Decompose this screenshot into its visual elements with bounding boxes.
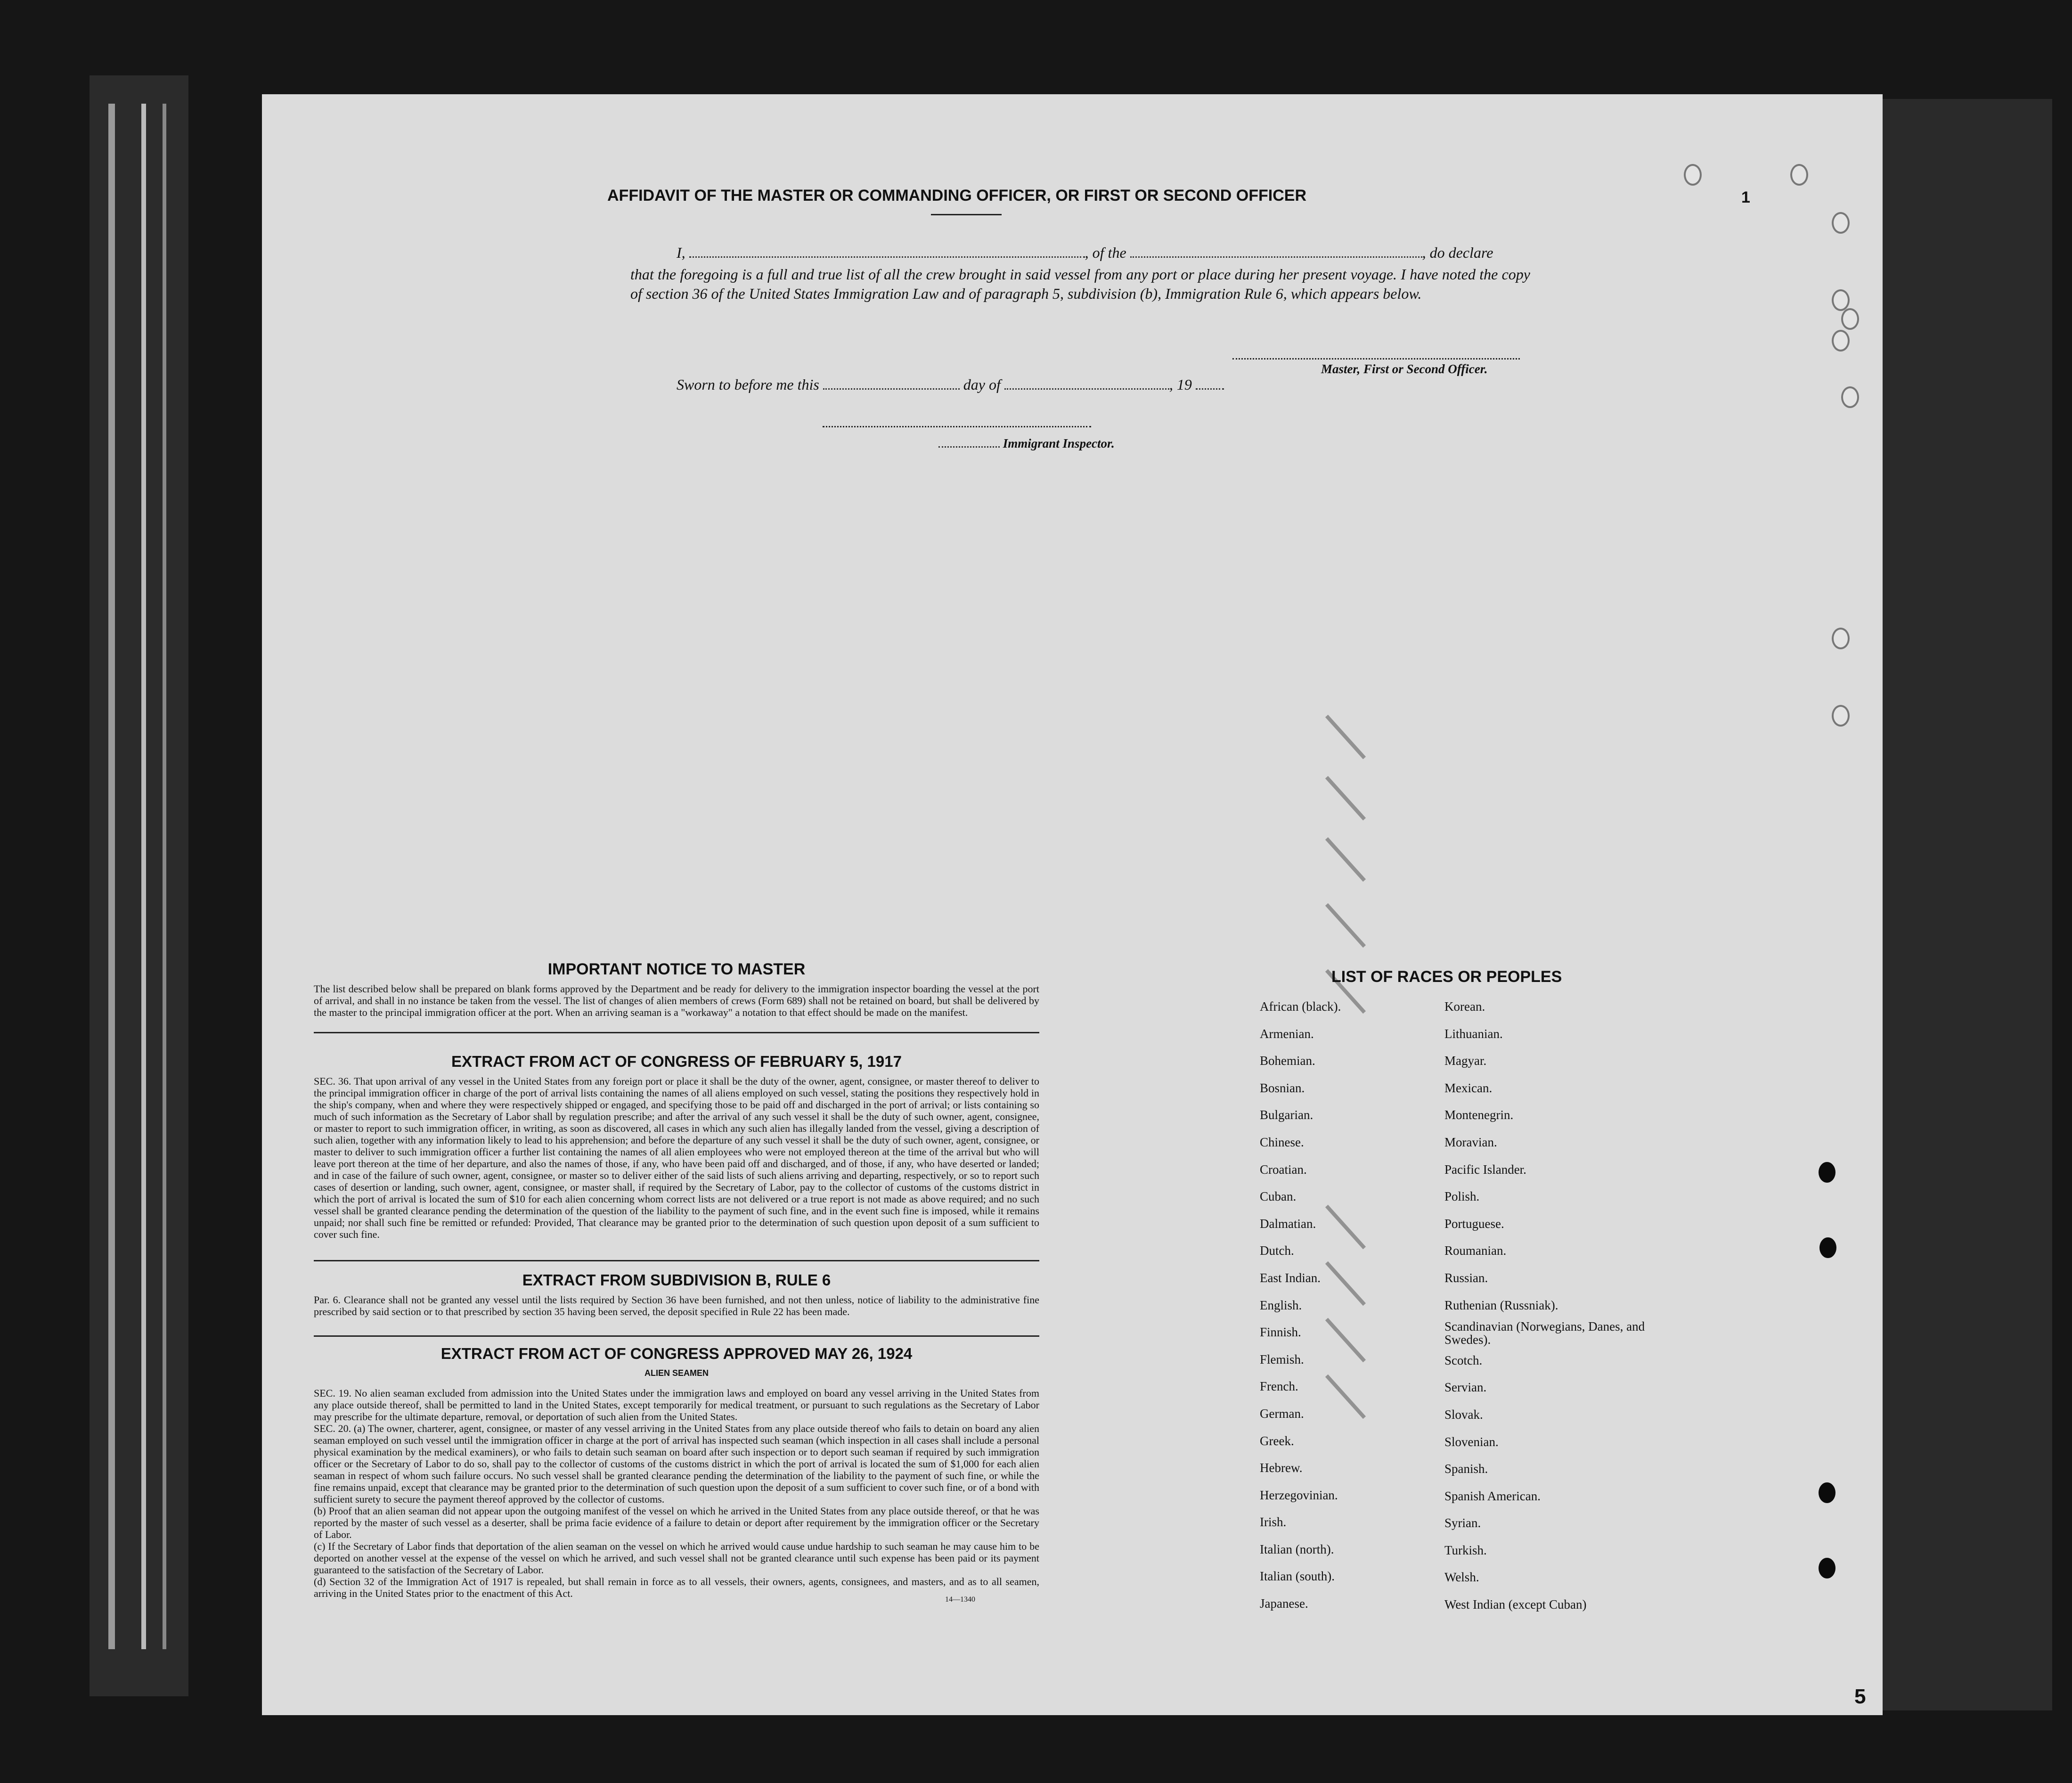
vessel-name-field[interactable] <box>1130 256 1422 258</box>
extract-1917-body: SEC. 36. That upon arrival of any vessel in the United States from any foreign port or place it shall be the duty of the owner, agent, consignee, or master thereof to deliver to the principal immigration officer in charge of the port of arrival lists containing the names of all aliens employed on such vessel, stating the positions they respectively hold in the ship's company, when and where they were respectively shipped or engaged, and specifying those to be paid off and discharged in the port of arrival; or lists containing so much of such information as the Secretary of Labor shall by regulation prescribe; and after the arrival of any such vessel it shall be the duty of such owner, agent, consignee, or master to report to such immigration officer, in writing, as soon as discovered, all cases in which any such alien has illegally landed from the vessel, giving a description of such alien, together with any information likely to lead to his apprehension; and before the departure of any such vessel it shall be the duty of such owner, agent, consignee, or master to deliver to such immigration officer a further list containing the names of all alien employees who were not employed thereon at the time of the arrival but who will leave port thereon at the time of her departure, and also the names of those, if any, who have been paid off and discharged, and of those, if any, who have deserted or landed; and in case of the failure of such owner, agent, consignee, or master so to deliver either of the said lists of such aliens arriving and departing, respectively, or so to report such cases of desertion or landing, such owner, agent, consignee, or master shall, if required by the Secretary of Labor, pay to the collector of customs of the customs district in which the port of arrival is located the sum of $10 for each alien concerning whom correct lists are not delivered or a true report is not made as above required; and no such vessel shall be granted clearance pending the determination of the question of the liability to the payment of such fine, and in the event such fine is imposed, while it remains unpaid; nor shall such fine be remitted or refunded: Provided, That clearance may be granted prior to the determination of such question upon deposit of a sum sufficient to cover such fine. <box>314 1075 1039 1240</box>
race-item: Roumanian. <box>1444 1243 1507 1258</box>
section-divider <box>314 1032 1039 1033</box>
check-mark <box>1325 776 1366 821</box>
binding-rivet <box>1819 1482 1835 1503</box>
race-item: West Indian (except Cuban) <box>1444 1597 1587 1612</box>
race-item: Montenegrin. <box>1444 1108 1514 1122</box>
sec-19-paragraph: SEC. 19. No alien seaman excluded from admission into the United States under the immigration laws and employed on board any vessel arriving in the United States from any place outside thereof, shall be permitted to land in the United States, except temporarily for medical treatment, or pursuant to such regulations as the Secretary of Labor may prescribe for the ultimate departure, removal, or deportation of such alien from the United States. <box>314 1387 1039 1423</box>
race-item: Armenian. <box>1260 1026 1314 1041</box>
race-item: Croatian. <box>1260 1162 1307 1177</box>
race-item: Bosnian. <box>1260 1080 1305 1095</box>
form-number: 14—1340 <box>945 1595 975 1603</box>
punch-hole <box>1832 705 1850 727</box>
extract-rule6-title: EXTRACT FROM SUBDIVISION B, RULE 6 <box>522 1271 831 1289</box>
affidavit-body: that the foregoing is a full and true list of all the crew brought in said vessel from any port or place during her present voyage. I have noted the copy of section 36 of the United States Immigration Law and of paragraph 5, subdivision (b), Immigration Rule 6, which appears below. <box>630 266 1530 302</box>
of-the-label: , of the <box>1085 244 1126 261</box>
corner-mark: 5 <box>1854 1685 1866 1708</box>
race-item: Servian. <box>1444 1380 1487 1395</box>
title-underline <box>931 214 1002 215</box>
race-item: Portuguese. <box>1444 1216 1504 1231</box>
i-label: I, <box>677 244 685 261</box>
race-item: Dalmatian. <box>1260 1216 1316 1231</box>
race-item: Bohemian. <box>1260 1054 1315 1068</box>
race-item: Welsh. <box>1444 1570 1479 1585</box>
inspector-signature-line[interactable] <box>823 426 1091 427</box>
race-item: Dutch. <box>1260 1243 1294 1258</box>
race-item: Magyar. <box>1444 1054 1487 1068</box>
race-item: Italian (south). <box>1260 1569 1335 1584</box>
race-item: Scotch. <box>1444 1353 1483 1367</box>
do-declare-label: , do declare <box>1422 244 1493 261</box>
sworn-year-field[interactable] <box>1196 388 1224 390</box>
binder-edge <box>108 104 115 1649</box>
race-item: Slovak. <box>1444 1407 1483 1422</box>
race-item: African (black). <box>1260 999 1341 1014</box>
race-item: Polish. <box>1444 1189 1480 1204</box>
race-item: Pacific Islander. <box>1444 1162 1526 1177</box>
punch-hole <box>1790 164 1808 186</box>
sec-20a-paragraph: SEC. 20. (a) The owner, charterer, agent, consignee, or master of any vessel arriving in the United States from any place outside thereof who fails to detain on board any alien seaman employed on such vessel until the immigration officer in charge at the port of arrival has inspected such seaman (which inspection in all cases shall include a personal physical examination by the medical examiners), or who fails to detain such seaman on board after such inspection or to deport such seaman if required by such immigration officer or the Secretary of Labor to do so, shall pay to the collector of customs of the customs district in which the port of arrival is located the sum of $1,000 for each alien seaman in respect of whom such failure occurs. No such vessel shall be granted clearance pending the determination of the liability to the payment of such fine, or while the fine remains unpaid, except that clearance may be granted prior to the determination of such question upon the deposit of a sum sufficient to cover such fine, or of a bond with sufficient surety to secure the payment thereof approved by the collector of customs. <box>314 1423 1039 1505</box>
race-item: Japanese. <box>1260 1596 1308 1611</box>
race-item: Ruthenian (Russniak). <box>1444 1298 1558 1312</box>
race-item: Chinese. <box>1260 1135 1304 1149</box>
race-item: Slovenian. <box>1444 1434 1499 1449</box>
race-item: Syrian. <box>1444 1516 1481 1530</box>
race-item: Greek. <box>1260 1433 1294 1448</box>
affidavit-declaration-line <box>677 244 1798 262</box>
race-item: Finnish. <box>1260 1325 1301 1340</box>
race-item: Spanish American. <box>1444 1489 1541 1503</box>
binding-rivet <box>1819 1237 1836 1258</box>
sworn-line <box>677 376 1224 393</box>
section-divider <box>314 1260 1039 1261</box>
race-item: Turkish. <box>1444 1543 1487 1557</box>
race-item: Cuban. <box>1260 1189 1297 1204</box>
race-item: French. <box>1260 1379 1298 1394</box>
punch-hole <box>1832 628 1850 649</box>
race-item: Spanish. <box>1444 1462 1488 1476</box>
races-title: LIST OF RACES OR PEOPLES <box>1331 968 1562 986</box>
punch-hole <box>1841 308 1859 330</box>
binding-rivet <box>1819 1162 1835 1183</box>
race-item: Herzegovinian. <box>1260 1488 1338 1502</box>
affidavit-title: AFFIDAVIT OF THE MASTER OR COMMANDING OFFICER, OR FIRST OR SECOND OFFICER <box>607 187 1306 204</box>
punch-hole <box>1832 212 1850 234</box>
extract-rule6-body: Par. 6. Clearance shall not be granted any vessel until the lists required by Section 36 have been furnished, and not then unless, notice of liability to the administrative fine prescribed by said section or to that prescribed by section 35 having been served, the deposit specified in Rule 22 has been made. <box>314 1294 1039 1317</box>
race-item: Russian. <box>1444 1270 1488 1285</box>
sec-20d-paragraph: (d) Section 32 of the Immigration Act of 1917 is repealed, but shall remain in force as to all vessels, their owners, agents, consignees, and masters, and as to all seamen, arriving in the United States prior to the enactment of this Act. <box>314 1576 1039 1599</box>
notice-body: The list described below shall be prepared on blank forms approved by the Department and be ready for delivery to the immigration inspector boarding the vessel at the port of arrival, and shall in no instance be taken from the vessel. The list of changes of alien members of crews (Form 689) shall not be retained on board, but shall be delivered by the master to the principal immigration officer at the port. When an arriving seaman is a "workaway" a notation to that effect should be made on the manifest. <box>314 983 1039 1018</box>
races-column-2 <box>1444 993 1652 1619</box>
year-prefix: , 19 <box>1169 376 1192 393</box>
race-item: Mexican. <box>1444 1080 1493 1095</box>
race-item: Bulgarian. <box>1260 1108 1313 1122</box>
master-name-field[interactable] <box>689 256 1085 258</box>
signature-line[interactable] <box>1232 358 1520 360</box>
extract-1924-title: EXTRACT FROM ACT OF CONGRESS APPROVED MAY 26, 1924 <box>441 1345 913 1362</box>
race-item: English. <box>1260 1298 1302 1312</box>
sworn-day-field[interactable] <box>823 388 960 390</box>
extract-1924-subtitle: ALIEN SEAMEN <box>644 1368 709 1378</box>
race-item: Lithuanian. <box>1444 1026 1503 1041</box>
race-item: Scandinavian (Norwegians, Danes, and Swedes). <box>1444 1319 1645 1347</box>
punch-hole <box>1684 164 1702 186</box>
sec-20b-paragraph: (b) Proof that an alien seaman did not appear upon the outgoing manifest of the vessel on which he arrived in the United States from any place outside thereof, or that he was reported by the master of such vessel as a deserter, shall be prima facie evidence of a failure to detain or deport after requirement by the immigration officer or the Secretary of Labor. <box>314 1505 1039 1540</box>
sworn-label: Sworn to before me this <box>677 376 819 393</box>
right-dark-strip <box>1883 99 2052 1710</box>
punch-hole <box>1832 289 1850 311</box>
sec-20c-paragraph: (c) If the Secretary of Labor finds that deportation of the alien seaman on the vessel on which he arrived would cause undue hardship to such seaman he may cause him to be deported on another vessel at the expense of the vessel on which he arrived, and such vessel shall not be granted clearance until such expense has been paid or its payment guaranteed to the satisfaction of the Secretary of Labor. <box>314 1540 1039 1576</box>
inspector-dots <box>938 446 1000 448</box>
day-of-label: day of <box>963 376 1001 393</box>
check-mark <box>1325 837 1366 882</box>
binder-strip <box>90 75 188 1696</box>
check-mark <box>1325 903 1366 948</box>
punch-hole <box>1841 386 1859 408</box>
race-item: German. <box>1260 1406 1304 1421</box>
extract-1924-body <box>314 1387 1039 1599</box>
page-number: 1 <box>1741 188 1750 206</box>
races-column-1 <box>1260 993 1429 1618</box>
race-item: Korean. <box>1444 999 1485 1014</box>
check-mark <box>1325 715 1366 760</box>
inspector-label: Immigrant Inspector. <box>1003 436 1115 450</box>
race-item: Moravian. <box>1444 1135 1497 1149</box>
notice-title: IMPORTANT NOTICE TO MASTER <box>547 960 806 978</box>
race-item: Flemish. <box>1260 1352 1304 1366</box>
race-item: East Indian. <box>1260 1270 1321 1285</box>
extract-1917-title: EXTRACT FROM ACT OF CONGRESS OF FEBRUARY 5, 1917 <box>451 1053 902 1070</box>
binding-rivet <box>1819 1558 1835 1579</box>
inspector-line <box>938 436 1115 451</box>
race-item: Italian (north). <box>1260 1542 1334 1556</box>
race-item: Hebrew. <box>1260 1461 1303 1475</box>
binder-edge <box>163 104 166 1649</box>
punch-hole <box>1832 330 1850 352</box>
sworn-month-field[interactable] <box>1004 388 1169 390</box>
manifest-page <box>262 94 1883 1715</box>
section-divider <box>314 1335 1039 1337</box>
signature-label: Master, First or Second Officer. <box>1321 362 1488 376</box>
race-item: Irish. <box>1260 1515 1287 1529</box>
binder-edge <box>141 104 146 1649</box>
